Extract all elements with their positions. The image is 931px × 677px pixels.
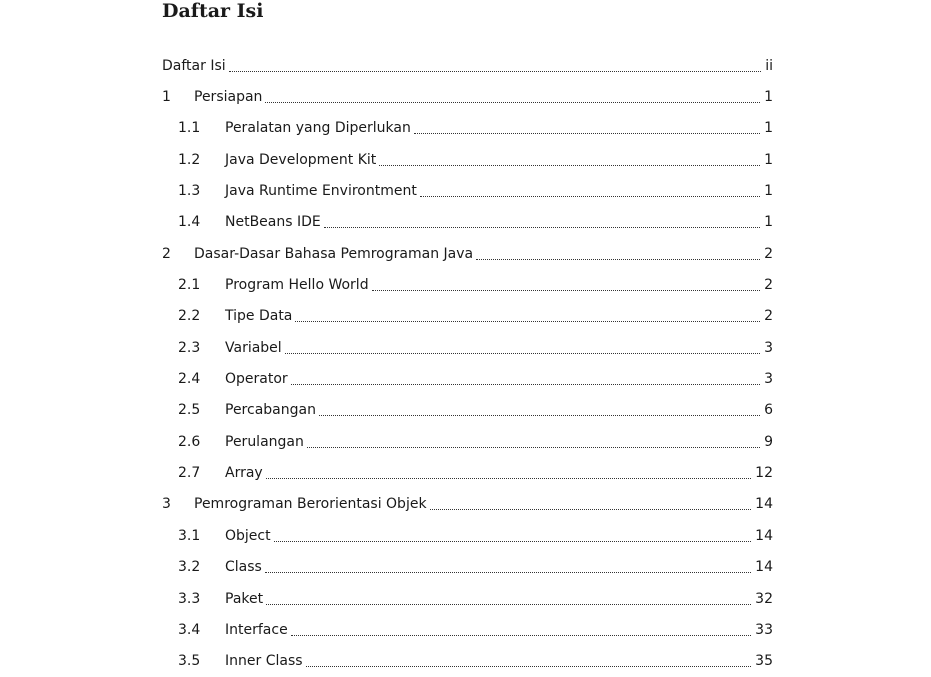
toc-entry-page: 14 [755, 496, 773, 513]
toc-entry-page: 6 [764, 402, 773, 419]
toc-entry-page: 14 [755, 527, 773, 544]
toc-entry-3-4[interactable] [162, 614, 773, 645]
toc-entry-1-2[interactable] [162, 144, 773, 175]
dot-leader [476, 258, 760, 260]
dot-leader [266, 603, 751, 605]
dot-leader [295, 320, 760, 322]
dot-leader [266, 477, 751, 479]
toc-entry-label: Inner Class [225, 653, 303, 670]
toc-entry-2-4[interactable] [162, 363, 773, 394]
dot-leader [324, 226, 760, 228]
toc-entry-3-1[interactable] [162, 520, 773, 551]
dot-leader [319, 414, 760, 416]
dot-leader [274, 540, 752, 542]
toc-entry-number: 3.3 [178, 590, 201, 607]
toc-entry-page: 1 [764, 89, 773, 106]
toc-entry-page: 32 [755, 590, 773, 607]
toc-entry-page: 2 [764, 308, 773, 325]
toc-entry-daftar-isi[interactable] [162, 50, 773, 81]
toc-entry-page: 1 [764, 151, 773, 168]
toc-entry-1-4[interactable] [162, 207, 773, 238]
toc-entry-number: 3.2 [178, 559, 201, 576]
toc-entry-2-2[interactable] [162, 301, 773, 332]
toc-entry-label: Tipe Data [225, 308, 293, 325]
toc-entry-number: 2.6 [178, 433, 201, 450]
toc-entry-label: Interface [225, 621, 288, 638]
toc-entry-page: 3 [764, 339, 773, 356]
toc-entry-label: Dasar-Dasar Bahasa Pemrograman Java [194, 245, 474, 262]
toc-entry-2-3[interactable] [162, 332, 773, 363]
toc-entry-page: 1 [764, 183, 773, 200]
toc-entry-label: Persiapan [194, 89, 263, 106]
toc-entry-2-6[interactable] [162, 426, 773, 457]
toc-entry-1-1[interactable] [162, 113, 773, 144]
toc-entry-label: Array [225, 465, 263, 482]
toc-entry-label: Percabangan [225, 402, 316, 419]
toc-entry-number: 1.1 [178, 120, 201, 137]
toc-entry-page: 2 [764, 277, 773, 294]
toc-entry-2-5[interactable] [162, 395, 773, 426]
toc-entry-label: Class [225, 559, 262, 576]
toc-entry-label: Operator [225, 371, 288, 388]
toc-entry-page: 12 [755, 465, 773, 482]
toc-entry-label: Object [225, 527, 271, 544]
toc-entry-2-1[interactable] [162, 269, 773, 300]
toc-entry-label: Perulangan [225, 433, 304, 450]
toc-entry-number: 3.4 [178, 621, 201, 638]
toc-entry-page: ii [765, 57, 773, 74]
dot-leader [265, 571, 751, 573]
dot-leader [265, 101, 760, 103]
toc-entry-number: 1 [162, 89, 171, 106]
dot-leader [430, 508, 752, 510]
toc-entry-3-3[interactable] [162, 583, 773, 614]
toc-entry-number: 2.1 [178, 277, 201, 294]
toc-entry-number: 2.2 [178, 308, 201, 325]
toc-entry-label: Variabel [225, 339, 282, 356]
toc-entry-3-5[interactable] [162, 646, 773, 677]
toc-entry-label: Java Runtime Environtment [225, 183, 417, 200]
toc-entry-1-3[interactable] [162, 175, 773, 206]
toc-entry-label: Daftar Isi [162, 57, 226, 74]
toc-entry-label: Pemrograman Berorientasi Objek [194, 496, 427, 513]
toc-entry-page: 3 [764, 371, 773, 388]
toc-entry-page: 1 [764, 214, 773, 231]
dot-leader [285, 352, 760, 354]
toc-entry-number: 2.5 [178, 402, 201, 419]
toc-entry-label: NetBeans IDE [225, 214, 321, 231]
dot-leader [229, 70, 761, 72]
toc-entry-page: 1 [764, 120, 773, 137]
toc-entry-page: 33 [755, 621, 773, 638]
toc-entry-number: 1.4 [178, 214, 201, 231]
toc-entry-page: 14 [755, 559, 773, 576]
toc-entry-2[interactable] [162, 238, 773, 269]
toc-entry-number: 2.7 [178, 465, 201, 482]
toc-entry-3[interactable] [162, 489, 773, 520]
page-title: Daftar Isi [162, 0, 264, 22]
dot-leader [372, 289, 761, 291]
toc-entry-page: 9 [764, 433, 773, 450]
toc-entry-1[interactable] [162, 81, 773, 112]
dot-leader [420, 195, 760, 197]
toc-entry-number: 3 [162, 496, 171, 513]
dot-leader [307, 446, 760, 448]
dot-leader [414, 132, 760, 134]
toc-entry-number: 2 [162, 245, 171, 262]
toc-entry-number: 3.1 [178, 527, 201, 544]
toc-entry-page: 35 [755, 653, 773, 670]
toc-entry-label: Java Development Kit [225, 151, 377, 168]
toc-entry-number: 1.2 [178, 151, 201, 168]
toc-entry-number: 3.5 [178, 653, 201, 670]
toc-entry-3-2[interactable] [162, 552, 773, 583]
toc-entry-number: 2.4 [178, 371, 201, 388]
toc-entry-2-7[interactable] [162, 457, 773, 488]
toc-entry-label: Paket [225, 590, 264, 607]
dot-leader [291, 634, 751, 636]
toc-entry-label: Peralatan yang Diperlukan [225, 120, 411, 137]
dot-leader [379, 164, 760, 166]
toc-entry-number: 2.3 [178, 339, 201, 356]
toc-entry-page: 2 [764, 245, 773, 262]
dot-leader [291, 383, 760, 385]
table-of-contents [162, 50, 773, 677]
toc-entry-number: 1.3 [178, 183, 201, 200]
toc-entry-label: Program Hello World [225, 277, 369, 294]
